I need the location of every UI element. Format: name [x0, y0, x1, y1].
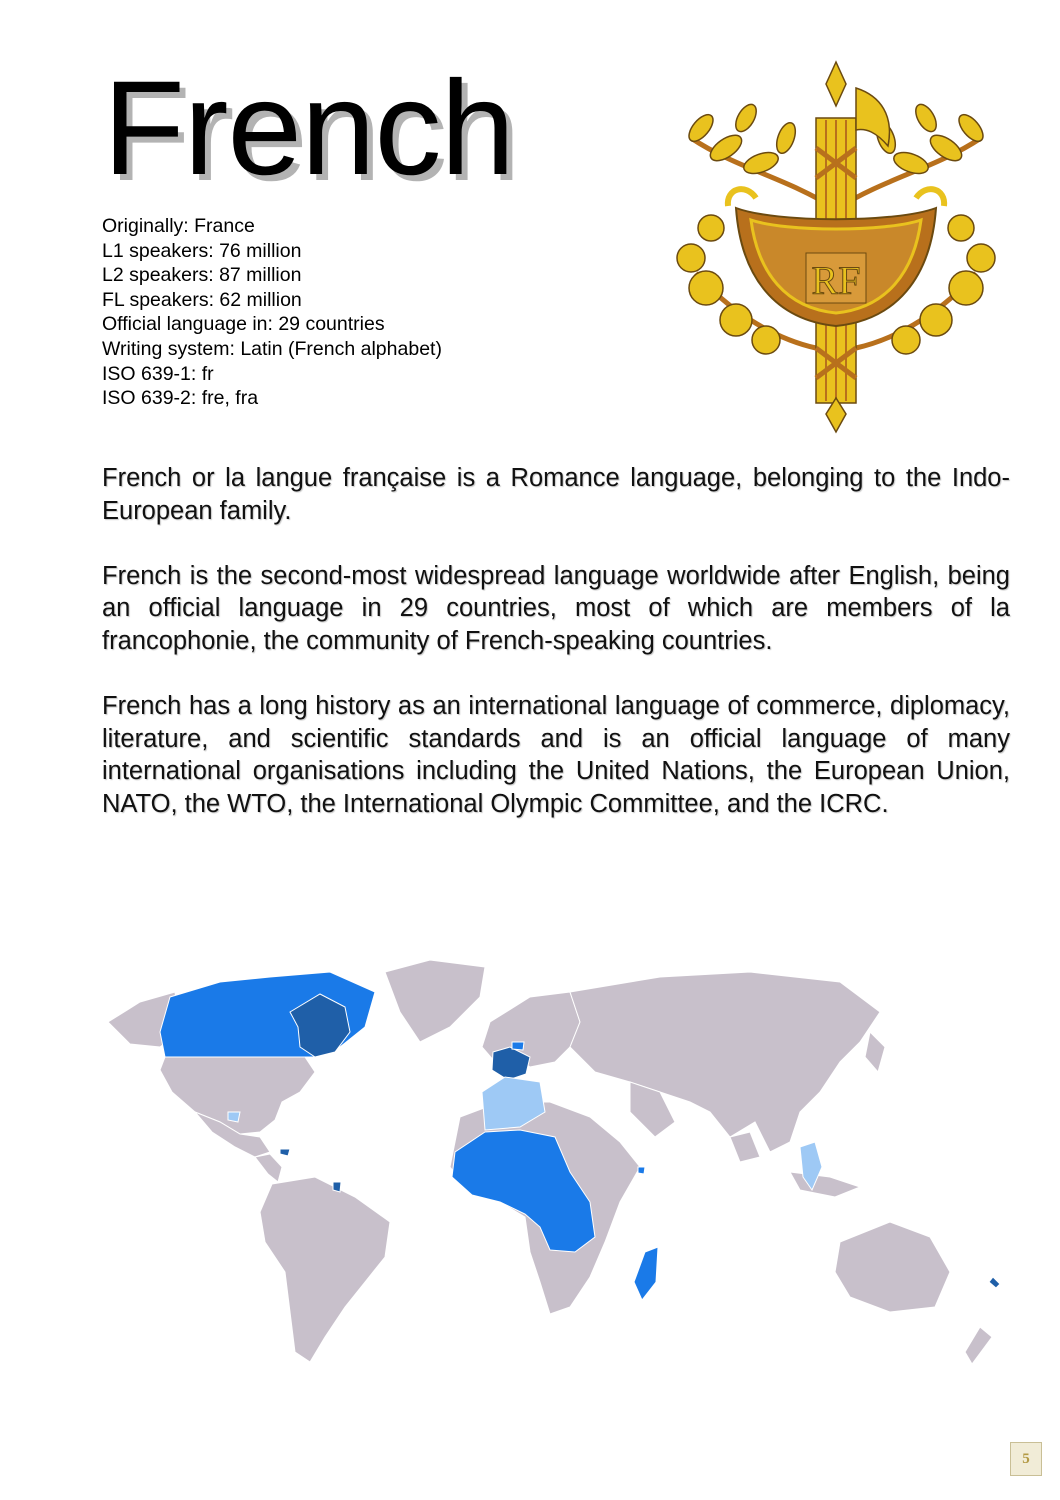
fact-fl-speakers: FL speakers: 62 million	[102, 288, 302, 311]
paragraph-spread: French is the second-most widespread language worldwide after English, being an official language in 29 countries, most of which are members of la francophonie, the community of French-speaking countries.	[102, 561, 1010, 655]
world-map-icon	[100, 952, 1020, 1404]
fact-origin: Originally: France	[102, 215, 255, 237]
emblem-monogram: RF	[811, 258, 861, 303]
page-number: 5	[1010, 1442, 1042, 1476]
fact-l1-speakers: L1 speakers: 76 million	[102, 239, 302, 262]
paragraph-intro: French or la langue française is a Romance language, belonging to the Indo-European family.	[102, 464, 1010, 525]
paragraph-history: French has a long history as an international language of commerce, diplomacy, literature, and scientific standards and is an official language of many international organisations including the United Nations, the European Union, NATO, the WTO, the International Olympic Committee, and the ICRC.	[102, 692, 1010, 818]
french-republic-emblem-icon	[666, 58, 1006, 436]
description	[102, 462, 1010, 853]
page-title: French	[103, 54, 515, 203]
fact-l2-speakers: L2 speakers: 87 million	[102, 264, 302, 287]
fact-writing-system: Writing system: Latin (French alphabet)	[102, 337, 442, 360]
fact-iso-639-1: ISO 639-1: fr	[102, 362, 214, 385]
fact-iso-639-2: ISO 639-2: fre, fra	[102, 387, 259, 410]
fact-official-in: Official language in: 29 countries	[102, 313, 385, 336]
language-facts	[102, 214, 662, 411]
